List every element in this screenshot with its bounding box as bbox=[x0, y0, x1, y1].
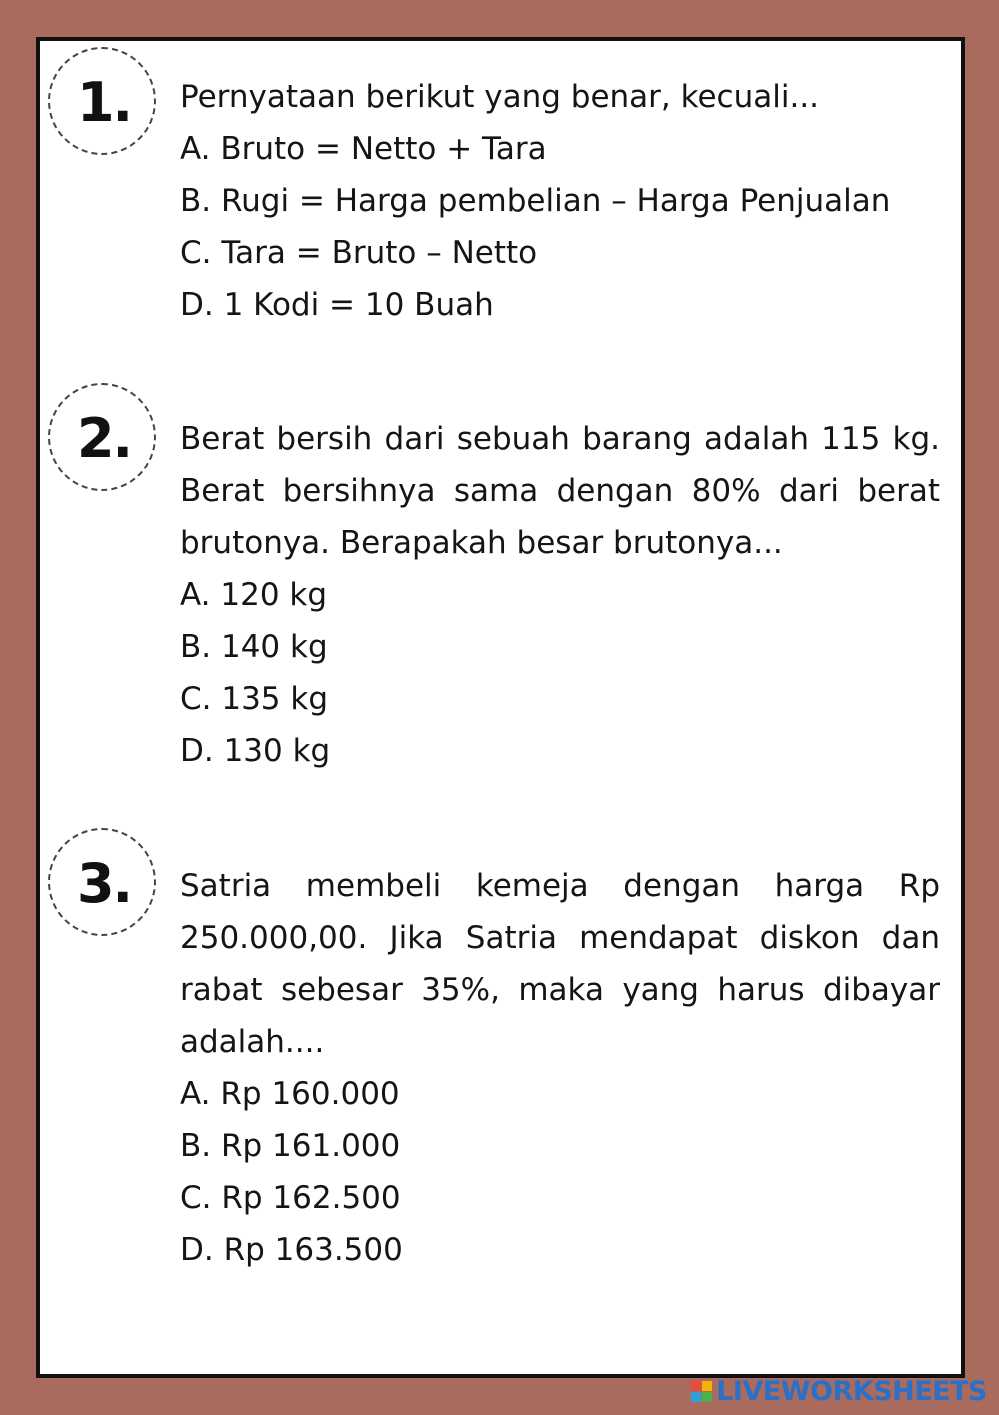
answer-option-c[interactable]: C. Tara = Bruto – Netto bbox=[180, 235, 538, 271]
answer-option-b[interactable]: B. Rugi = Harga pembelian – Harga Penjualan bbox=[180, 183, 891, 219]
answer-option-d[interactable]: D. 130 kg bbox=[180, 733, 331, 769]
liveworksheets-logo bbox=[691, 1375, 987, 1407]
question-number: 1. bbox=[76, 71, 132, 134]
answer-option-c[interactable]: C. Rp 162.500 bbox=[180, 1180, 401, 1216]
liveworksheets-logo-icon bbox=[691, 1381, 712, 1402]
answer-option-c[interactable]: C. 135 kg bbox=[180, 681, 329, 717]
answer-option-b[interactable]: B. 140 kg bbox=[180, 629, 328, 665]
answer-option-d[interactable]: D. 1 Kodi = 10 Buah bbox=[180, 287, 494, 323]
answer-options bbox=[180, 1068, 940, 1276]
question-body bbox=[180, 860, 940, 1276]
answer-options bbox=[180, 569, 940, 777]
worksheet-sheet bbox=[36, 37, 965, 1378]
question-number-badge bbox=[48, 47, 156, 155]
question-number: 3. bbox=[76, 852, 132, 915]
question-stem: Berat bersih dari sebuah barang adalah 115 kg. Berat bersihnya sama dengan 80% dari berat brutonya. Berapakah besar brutonya... bbox=[180, 421, 940, 561]
answer-option-d[interactable]: D. Rp 163.500 bbox=[180, 1232, 403, 1268]
question-stem: Satria membeli kemeja dengan harga Rp 250.000,00. Jika Satria mendapat diskon dan rabat sebesar 35%, maka yang harus dibayar adalah.... bbox=[180, 868, 940, 1060]
question-number: 2. bbox=[76, 407, 132, 470]
answer-option-a[interactable]: A. 120 kg bbox=[180, 577, 328, 613]
question-body bbox=[180, 71, 940, 331]
answer-option-b[interactable]: B. Rp 161.000 bbox=[180, 1128, 401, 1164]
question-body bbox=[180, 413, 940, 777]
question-number-badge bbox=[48, 828, 156, 936]
question-number-badge bbox=[48, 383, 156, 491]
answer-option-a[interactable]: A. Bruto = Netto + Tara bbox=[180, 131, 547, 167]
question-stem: Pernyataan berikut yang benar, kecuali... bbox=[180, 79, 820, 115]
answer-options bbox=[180, 123, 940, 331]
answer-option-a[interactable]: A. Rp 160.000 bbox=[180, 1076, 400, 1112]
brand-name: LIVEWORKSHEETS bbox=[716, 1375, 987, 1407]
